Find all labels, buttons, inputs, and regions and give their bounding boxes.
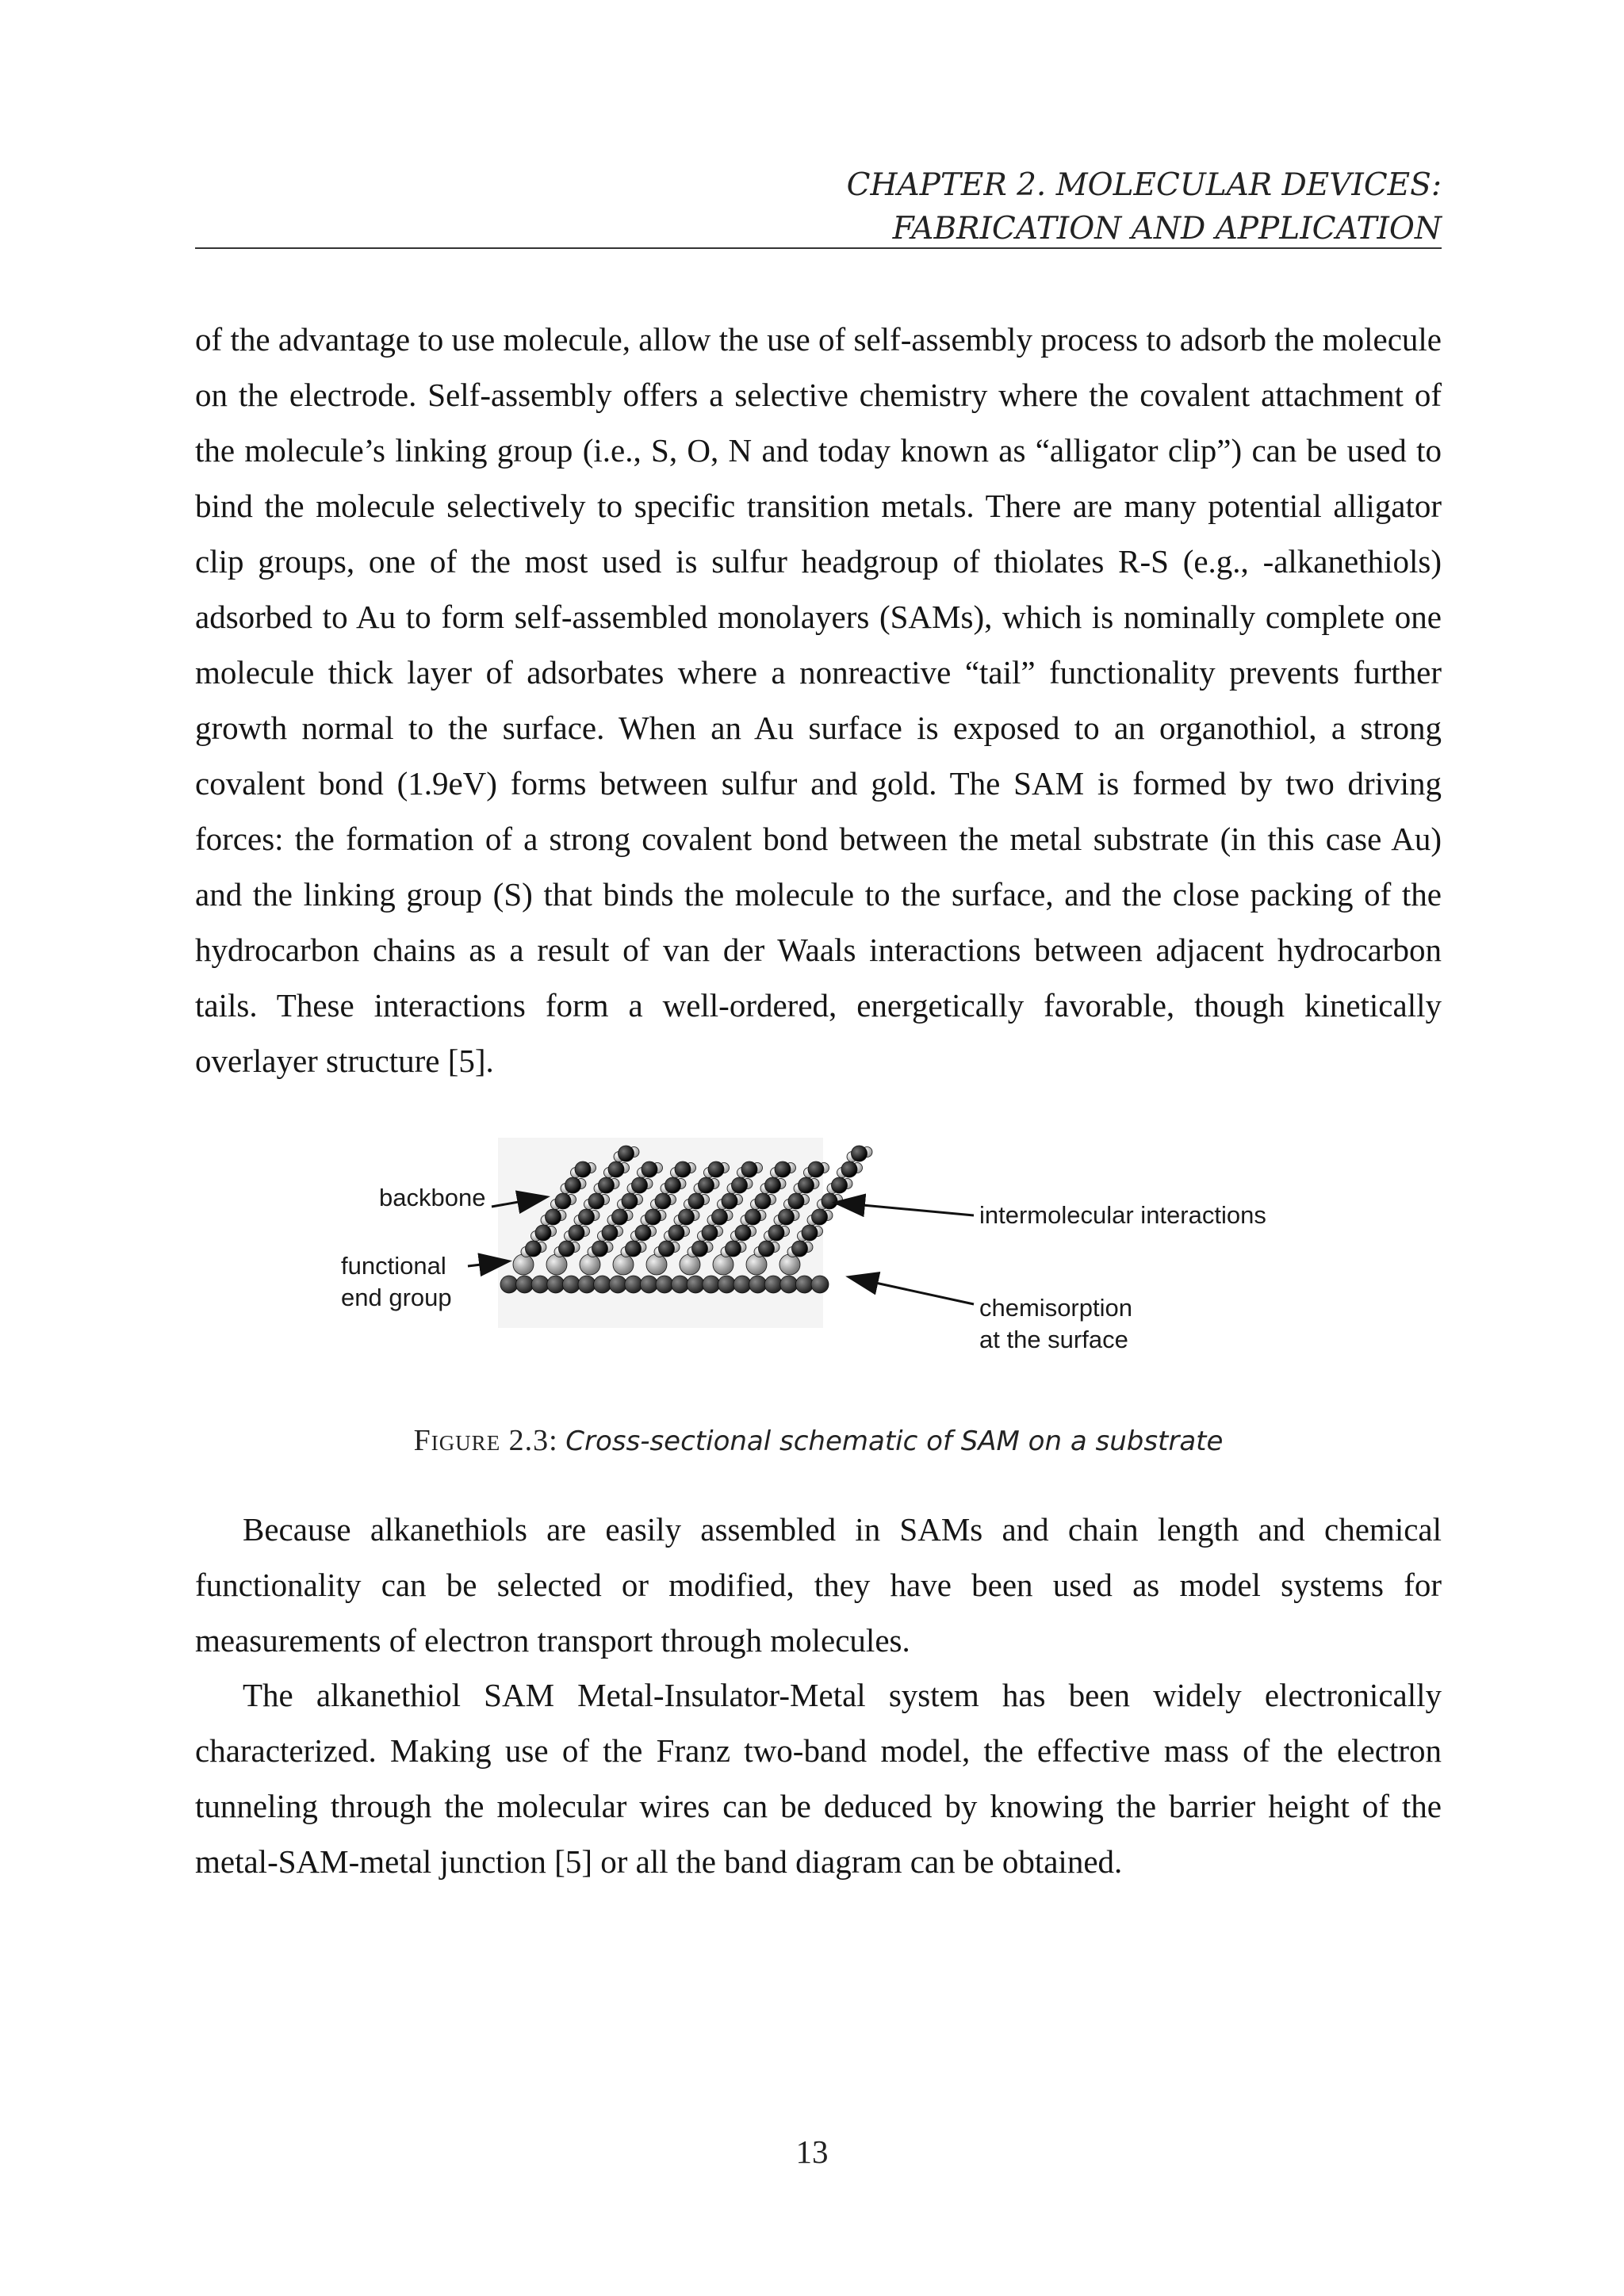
substrate-atom [594, 1276, 611, 1293]
carbon-atom [599, 1177, 615, 1193]
sam-schematic [333, 1130, 1308, 1368]
header-line-2: FABRICATION AND APPLICATION [892, 211, 1442, 247]
carbon-atom [799, 1177, 814, 1193]
carbon-atom [688, 1193, 704, 1209]
sulfur-headgroup [779, 1254, 800, 1275]
carbon-atom [745, 1209, 761, 1225]
label-chemisorption: chemisorption [979, 1294, 1132, 1322]
carbon-atom [626, 1241, 642, 1257]
substrate-atom [547, 1276, 565, 1293]
substrate-atom [749, 1276, 767, 1293]
header-line-1: CHAPTER 2. MOLECULAR DEVICES: [846, 167, 1442, 203]
sulfur-headgroup [613, 1254, 634, 1275]
carbon-atom [802, 1225, 818, 1241]
carbon-atom [852, 1146, 868, 1161]
carbon-atom [841, 1161, 857, 1177]
carbon-atom [546, 1209, 561, 1225]
substrate-atom [718, 1276, 735, 1293]
sam-figure [333, 1130, 1308, 1368]
substrate-atom [687, 1276, 704, 1293]
sulfur-headgroup [680, 1254, 700, 1275]
carbon-atom [808, 1161, 824, 1177]
sulfur-headgroup [513, 1254, 534, 1275]
carbon-atom [679, 1209, 695, 1225]
chemisorption-arrow [850, 1277, 974, 1304]
caption-text: Cross-sectional schematic of SAM on a substrate [565, 1425, 1224, 1457]
carbon-atom [735, 1225, 751, 1241]
sulfur-headgroup [546, 1254, 567, 1275]
carbon-atom [765, 1177, 781, 1193]
intermolecular-arrow [837, 1203, 974, 1215]
label-functional: functional [341, 1252, 446, 1280]
carbon-atom [675, 1161, 691, 1177]
carbon-atom [699, 1177, 714, 1193]
paragraph-3: The alkanethiol SAM Metal-Insulator-Metal system has been widely electronically characterized. Making use of the Franz two-band model, the effective mass of the electron tunneling through the molecular wires can be deduced by knowing the barrier height of the metal-SAM-metal junction [5] or all the band diagram can be obtained. [195, 1677, 1442, 1880]
carbon-atom [775, 1161, 791, 1177]
page-number: 13 [795, 2133, 829, 2170]
caption-label: Figure 2.3: [413, 1424, 558, 1457]
carbon-atom [712, 1209, 728, 1225]
carbon-atom [535, 1225, 551, 1241]
substrate-atom [764, 1276, 782, 1293]
carbon-atom [569, 1225, 584, 1241]
carbon-atom [559, 1241, 575, 1257]
carbon-atom [741, 1161, 757, 1177]
carbon-atom [588, 1193, 604, 1209]
carbon-atom [526, 1241, 542, 1257]
carbon-atom [632, 1177, 648, 1193]
paragraph-2: Because alkanethiols are easily assembled in SAMs and chain length and chemical functionality can be selected or modified, they have been used as model systems for measurements of electron transport through molecules. [195, 1511, 1442, 1659]
carbon-atom [768, 1225, 784, 1241]
carbon-atom [668, 1225, 684, 1241]
substrate-atom [656, 1276, 673, 1293]
figure-caption [195, 1418, 1442, 1464]
carbon-atom [788, 1193, 804, 1209]
carbon-atom [645, 1209, 661, 1225]
substrate-atom [562, 1276, 580, 1293]
carbon-atom [665, 1177, 681, 1193]
substrate-atom [625, 1276, 642, 1293]
carbon-atom [619, 1146, 634, 1161]
substrate-atom [500, 1276, 518, 1293]
substrate-atoms [500, 1276, 829, 1293]
carbon-atom [642, 1161, 657, 1177]
substrate-atom [516, 1276, 534, 1293]
carbon-atom [635, 1225, 651, 1241]
carbon-atom [722, 1193, 737, 1209]
substrate-atom [811, 1276, 829, 1293]
substrate-atom [672, 1276, 689, 1293]
carbon-atom [592, 1241, 608, 1257]
sulfur-headgroup [646, 1254, 667, 1275]
label-at-surface: at the surface [979, 1326, 1128, 1353]
sulfur-headgroup [580, 1254, 600, 1275]
substrate-atom [531, 1276, 549, 1293]
carbon-atom [702, 1225, 718, 1241]
substrate-atom [795, 1276, 813, 1293]
carbon-atom [759, 1241, 775, 1257]
carbon-atom [555, 1193, 571, 1209]
carbon-atom [608, 1161, 624, 1177]
carbon-atom [575, 1161, 591, 1177]
sulfur-headgroup [713, 1254, 733, 1275]
substrate-atom [640, 1276, 657, 1293]
carbon-atom [659, 1241, 675, 1257]
running-header [195, 163, 1442, 251]
carbon-atom [812, 1209, 828, 1225]
carbon-atom [832, 1177, 848, 1193]
header-rule [195, 247, 1442, 249]
carbon-atom [726, 1241, 741, 1257]
sulfur-headgroup [746, 1254, 767, 1275]
carbon-atom [732, 1177, 748, 1193]
carbon-atom [708, 1161, 724, 1177]
carbon-atom [692, 1241, 708, 1257]
label-backbone: backbone [379, 1184, 486, 1211]
carbon-atom [602, 1225, 618, 1241]
label-intermolecular: intermolecular interactions [979, 1201, 1266, 1229]
substrate-atom [578, 1276, 596, 1293]
carbon-atom [755, 1193, 771, 1209]
carbon-atom [622, 1193, 638, 1209]
carbon-atom [779, 1209, 795, 1225]
carbon-atom [655, 1193, 671, 1209]
substrate-atom [609, 1276, 626, 1293]
label-end-group: end group [341, 1284, 452, 1311]
carbon-atom [579, 1209, 595, 1225]
carbon-atom [822, 1193, 837, 1209]
carbon-atom [612, 1209, 628, 1225]
paragraph-1: of the advantage to use molecule, allow the use of self-assembly process to adsorb the molecule on the electrode. Self-assembly offers a selective chemistry where the covalent attachment of the molecule’s linking group (i.e., S, O, N and today known as “alligator clip”) can be used to bind the molecule selectively to specific transition metals. There are many potential alligator clip groups, one of the most used is sulfur headgroup of thiolates R-S (e.g., -alkanethiols) adsorbed to Au to form self-assembled monolayers (SAMs), which is nominally complete one molecule thick layer of adsorbates where a nonreactive “tail” functionality prevents further growth normal to the surface. When an Au surface is exposed to an organothiol, a strong covalent bond (1.9eV) forms between sulfur and gold. The SAM is formed by two driving forces: the formation of a strong covalent bond between the metal substrate (in this case Au) and the linking group (S) that binds the molecule to the surface, and the close packing of the hydrocarbon chains as a result of van der Waals interactions between adjacent hydrocarbon tails. These interactions form a well-ordered, energetically favorable, though kinetically overlayer structure [5]. [195, 321, 1442, 1079]
substrate-atom [733, 1276, 751, 1293]
substrate-atom [780, 1276, 798, 1293]
carbon-atom [792, 1241, 808, 1257]
carbon-atom [565, 1177, 581, 1193]
substrate-atom [703, 1276, 720, 1293]
